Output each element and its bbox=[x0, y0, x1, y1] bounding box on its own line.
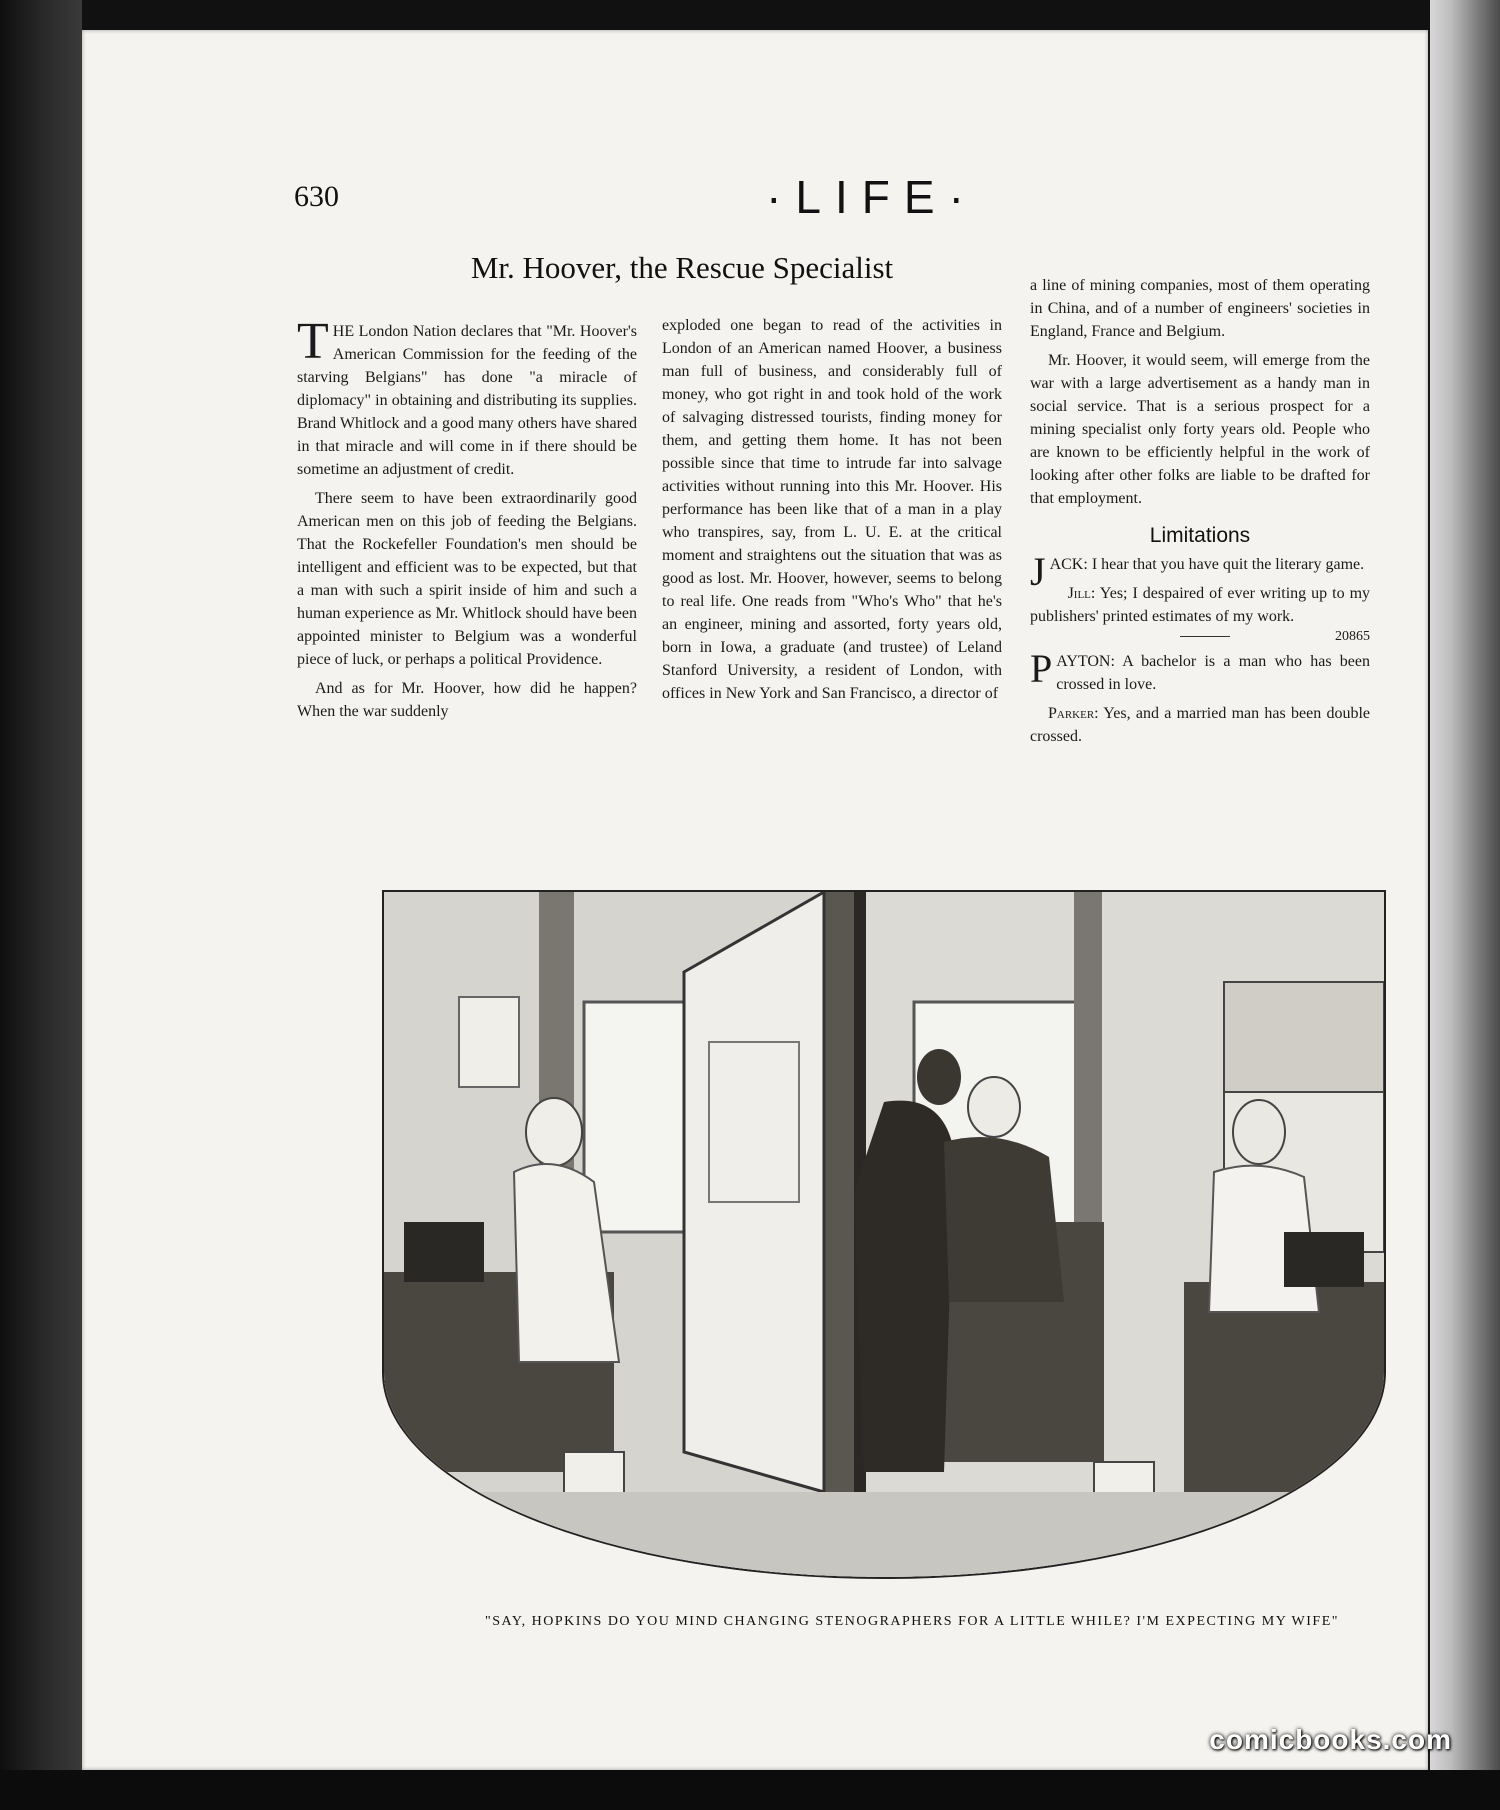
paragraph-5: a line of mining companies, most of them operating in China, and of a number of engineers' societies in England, France and Belgium. bbox=[1030, 277, 1370, 340]
payton-drop-cap: P bbox=[1030, 646, 1053, 691]
office-illustration bbox=[382, 890, 1386, 1579]
jill-line: Jill: Yes; I despaired of ever writing up to my publishers' printed estimates of my work. bbox=[1030, 585, 1371, 625]
paragraph-1: THE London Nation declares that "Mr. Hoover's American Commission for the feeding of the starving Belgians" has done "a miracle of diplomacy" in obtaining and distributing its supplies. Brand Whitlock and a good many others have shared in that miracle and will come in if there should be sometime an adjustment of credit. bbox=[297, 313, 637, 478]
cartoon-caption: "SAY, HOPKINS DO YOU MIND CHANGING STENOGRAPHERS FOR A LITTLE WHILE? I'M EXPECTING MY WIFE" bbox=[485, 1614, 1339, 1629]
page-number: 630 bbox=[294, 180, 339, 213]
scan-left-edge bbox=[0, 0, 82, 1810]
scan-bottom-edge bbox=[0, 1770, 1500, 1810]
article-column-3 bbox=[1030, 274, 1370, 754]
jack-drop-cap: J bbox=[1030, 549, 1046, 594]
article-column-2 bbox=[662, 314, 1002, 711]
masthead: ·LIFE· bbox=[766, 171, 978, 223]
paragraph-4: exploded one began to read of the activities in London of an American named Hoover, a business man full of business, and considerably full of money, who got right in and took hold of the work of salvaging distressed tourists, finding money for them, and getting them home. It has not been possible since that time to intrude far into salvage activities without running into this Mr. Hoover. His performance has been like that of a man in a play who transpires, say, from L. U. E. at the critical moment and straightens out the situation that was as good as lost. Mr. Hoover, however, seems to belong to real life. One reads from "Who's Who" that he's an engineer, mining and assorted, forty years old, born in Iowa, a graduate (and trustee) of Leland Stanford University, a resident of London, with offices in New York and San Francisco, a director of bbox=[662, 317, 1002, 702]
limitations-title: Limitations bbox=[1149, 524, 1251, 547]
paragraph-2: There seem to have been extraordinarily good American men on this job of feeding the Belgians. That the Rockefeller Foundation's men should be intelligent and efficient was to be expected, but that a man with such a spirit inside of him and such a human experience as Mr. Whitlock should have been appointed minister to Belgium was a wonderful piece of luck, or perhaps a political Providence. bbox=[297, 490, 637, 668]
paragraph-3: And as for Mr. Hoover, how did he happen? When the war suddenly bbox=[297, 680, 637, 720]
jack-line: JACK: I hear that you have quit the literary game. bbox=[1030, 549, 1365, 594]
article-column-1 bbox=[297, 313, 637, 729]
watermark-logo: comicbooks.com bbox=[1209, 1724, 1452, 1755]
joke-code: 20865 bbox=[1335, 629, 1370, 644]
illustration-drawing bbox=[384, 892, 1384, 1577]
article-title: Mr. Hoover, the Rescue Specialist bbox=[470, 250, 894, 285]
drop-cap: T bbox=[297, 313, 329, 370]
parker-line: Parker: Yes, and a married man has been double crossed. bbox=[1030, 705, 1371, 745]
magazine-page bbox=[82, 30, 1428, 1770]
scan-right-edge bbox=[1430, 0, 1500, 1810]
payton-line: PAYTON: A bachelor is a man who has been crossed in love. bbox=[1030, 646, 1370, 693]
paragraph-6: Mr. Hoover, it would seem, will emerge from the war with a large advertisement as a handy man in social service. That is a serious prospect for a mining specialist only forty years old. People who are known to be efficiently helpful in the work of looking after other folks are liable to be drafted for that employment. bbox=[1030, 352, 1370, 507]
scan-top-edge bbox=[0, 0, 1500, 30]
